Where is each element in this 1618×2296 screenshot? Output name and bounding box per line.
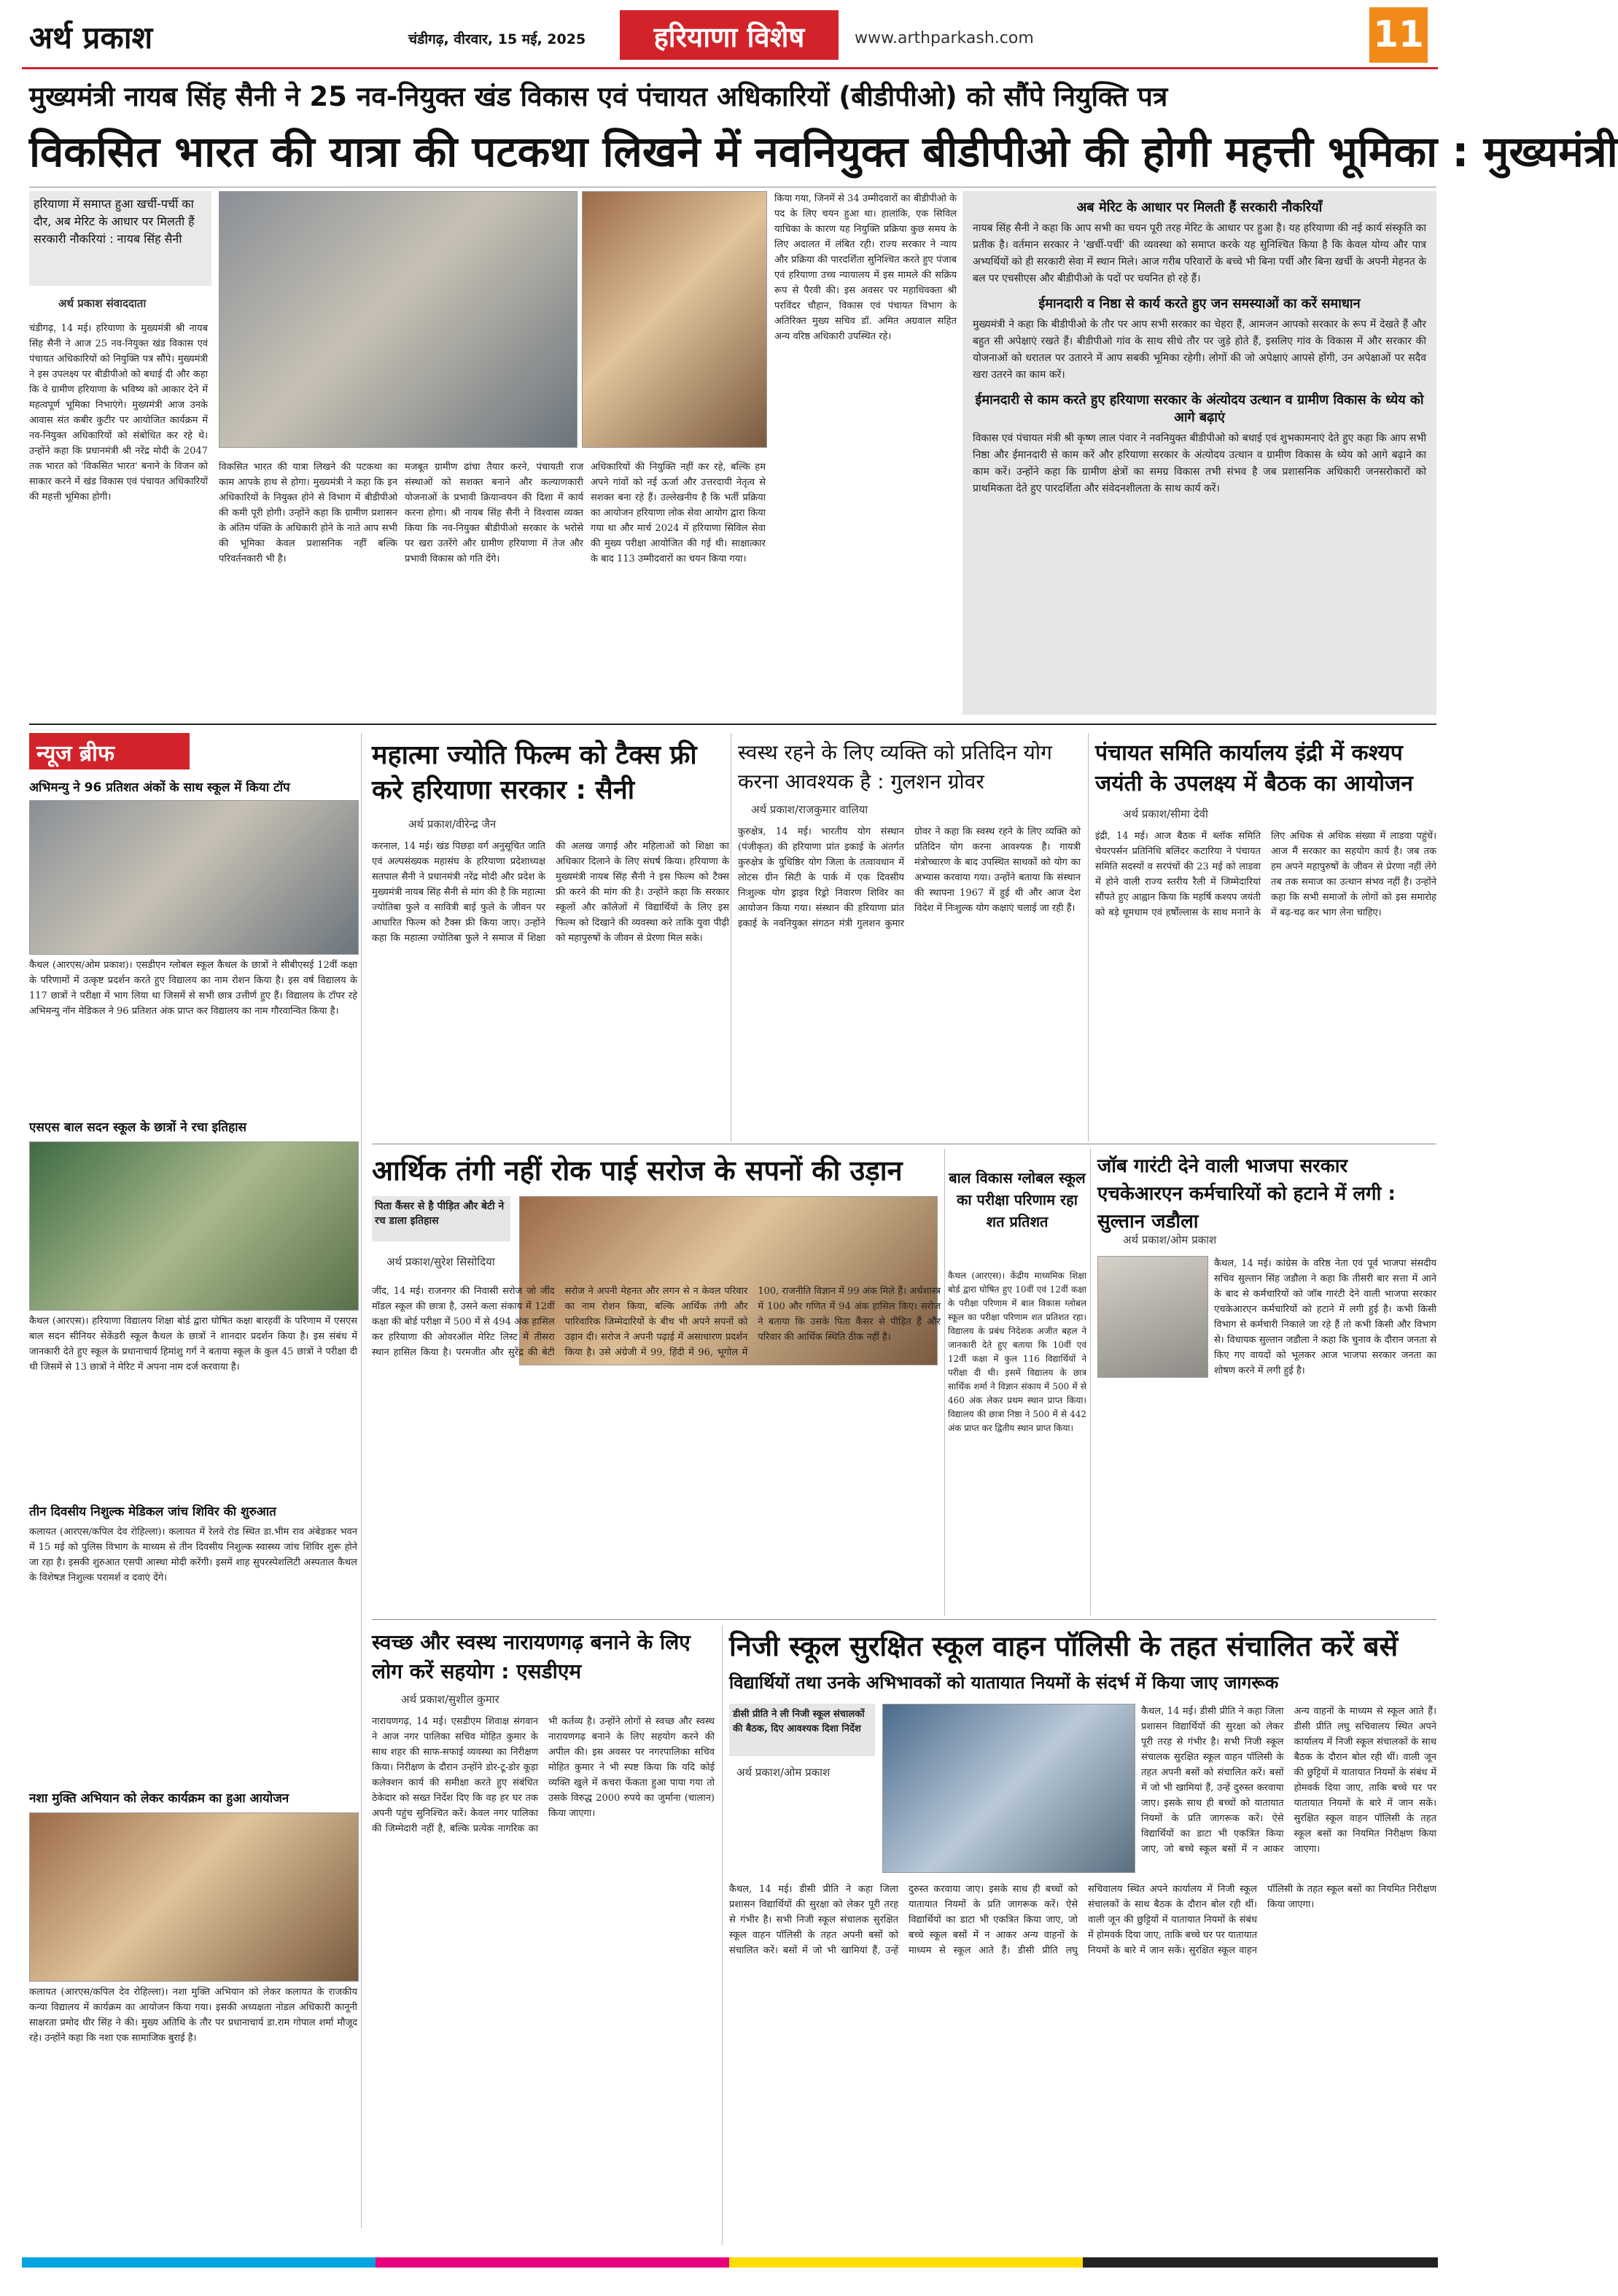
lead-body-col3: मजबूत ग्रामीण ढांचा तैयार करने, पंचायती राज संस्थाओं को सशक्त बनाने और कल्याणकारी योजनाओं के प्रभावी क्रियान्वयन की दिशा में कार्य करना होगा। श्री नायब सिंह सैनी ने विश्वास व्यक्त किया कि नव-नियुक्त बीडीपीओ सरकार के भरोसे पर खरा उतरेंगे और ग्रामीण हरियाणा में तेज और प्रभावी विकास को गति देंगे। (405, 462, 583, 565)
brief-1-headline: अभिमन्यु ने 96 प्रतिशत अंकों के साथ स्कूल में किया टॉप (29, 780, 290, 795)
balvikas-headline: बाल विकास ग्लोबल स्कूल का परीक्षा परिणाम रहा शत प्रतिशत (949, 1169, 1086, 1230)
news-brief-column (29, 733, 362, 2228)
balvikas-body: कैथल (आरएस)। केंद्रीय माध्यमिक शिक्षा बोर्ड द्वारा घोषित हुए 10वीं एवं 12वीं कक्षा के परीक्षा परिणाम में बाल विकास ग्लोबल स्कूल का परीक्षा परिणाम शत प्रतिशत रहा। विद्यालय के प्रबंध निदेशक अजीत बहल ने जानकारी देते हुए बताया कि 10वीं एवं 12वीं कक्षा में कुल 116 विद्यार्थियों ने परीक्षा दी थी। इसमें विद्यालय के छात्र सार्थिक शर्मा ने विज्ञान संकाय में 500 में से 460 अंक लेकर प्रथम स्थान प्राप्त किया। विद्यालय की छात्रा निष्ठा ने 500 में से 442 अंक प्राप्त कर द्वितीय स्थान प्राप्त किया। (948, 1271, 1086, 1433)
film-byline: अर्थ प्रकाश/वीरेन्द्र जैन (408, 818, 497, 831)
lead-byline: अर्थ प्रकाश संवाददाता (58, 297, 147, 310)
lead-summary-box (29, 191, 211, 286)
dc-meeting-photo (882, 1704, 1135, 1873)
yoga-body: कुरुक्षेत्र, 14 मई। भारतीय योग संस्थान (पंजीकृत) की हरियाणा प्रांत इकाई के अंतर्गत कुरुक्षेत्र के युधिष्ठिर योग जिला के तत्वावधान में लोटस ग्रीन सिटी के पार्क में एक दिवसीय निःशुल्क योग ड्राइव रिड्रो निवारण शिविर का आयोजन किया गया। संस्थान की हरियाणा प्रांत इकाई के नवनियुक्त संगठन मंत्री गुलशन कुमार ग्रोवर ने कहा कि स्वस्थ रहने के लिए व्यक्ति को प्रतिदिन योग करना आवश्यक है। गायत्री मंत्रोच्चारण के बाद उपस्थित साधकों को योग का अभ्यास करवाया गया। उन्होंने बताया कि संस्थान की स्थापना 1967 में हुई थी और आज देश विदेश में निःशुल्क योग कक्षाएं चलाई जा रही हैं। (738, 826, 1081, 929)
kashyap-body: इंद्री, 14 मई। आज बैठक में ब्लॉक समिति चेयरपर्सन प्रतिनिधि बलिंदर कटारिया ने पंचायत समिति सदस्यों व सरपंचों की 23 मई को लाडवा में होने वाली राज्य स्तरीय रैली में जिम्मेदारियां सौंपते हुए आह्वान किया कि महर्षि कश्यप जयंती को बड़े धूमधाम एवं हर्षोल्लास के साथ मनाने के लिए अधिक से अधिक संख्या में लाडवा पहुंचें। आज मैं सरकार का सहयोग कार्य है। जब तक हम अपने महापुरुषों के जीवन से प्रेरणा नहीं लेंगे तब तक समाज का उत्थान संभव नहीं है। उन्होंने कहा कि सभी समाजों के लोगों को इस समारोह में बढ़-चढ़ कर भाग लेना चाहिए। (1095, 831, 1436, 918)
divider-saroj-balvikas (944, 1149, 945, 1616)
brief-2-headline: एसएस बाल सदन स्कूल के छात्रों ने रचा इतिहास (29, 1120, 247, 1135)
lead-body-col4: अधिकारियों की नियुक्ति नहीं कर रहे, बल्कि हम अपने गांवों को नई ऊर्जा और उत्तरदायी नेतृत्व से सशक्त बना रहे हैं। उल्लेखनीय है कि भर्ती प्रक्रिया का आयोजन हरियाणा लोक सेवा आयोग द्वारा किया गया था और मार्च 2024 में हरियाणा सिविल सेवा की मुख्य परीक्षा आयोजित की गई थी। साक्षात्कार के बाद 113 उम्मीदवारों का चयन किया गया। (591, 462, 766, 565)
brief-2-photo (29, 1141, 359, 1311)
color-bar-yellow (729, 2257, 1083, 2268)
lead-body-col5: किया गया, जिनमें से 34 उम्मीदवारों का बीडीपीओ के पद के लिए चयन हुआ था। हालांकि, एक सिविल याचिका के कारण यह नियुक्ति प्रक्रिया कुछ समय के लिए अदालत में लंबित रही। राज्य सरकार ने न्याय और प्रक्रिया की पारदर्शिता सुनिश्चित करते हुए पंजाब एवं हरियाणा उच्च न्यायालय में इस मामले की सक्रिय रूप से पैरवी की। इस अवसर पर महाधिवक्ता श्री परविंदर चौहान, विकास एवं पंचायत विभाग के अतिरिक्त मुख्य सचिव डॉ. अमित अग्रवाल सहित अन्य वरिष्ठ अधिकारी उपस्थित रहे। (774, 193, 957, 342)
yoga-byline: अर्थ प्रकाश/राजकुमार वालिया (751, 803, 868, 816)
page-number-badge (1369, 7, 1428, 63)
bus-headline: निजी स्कूल सुरक्षित स्कूल वाहन पॉलिसी के तहत संचालित करें बसें (729, 1630, 1399, 1662)
sultan-jadaula-photo (1097, 1256, 1208, 1378)
bus-kicker-box (729, 1704, 875, 1756)
masthead (0, 0, 1460, 70)
lead-summary: हरियाणा में समाप्त हुआ खर्ची-पर्ची का दौर, अब मेरिट के आधार पर मिलती हैं सरकारी नौकरियां : नायब सिंह सैनी (34, 197, 195, 246)
masthead-rule (22, 67, 1438, 69)
film-headline: महात्मा ज्योति फिल्म को टैक्स फ्री करे हरियाणा सरकार : सैनी (372, 740, 697, 805)
middle-rule-2 (372, 1619, 1436, 1620)
brief-4-photo (29, 1812, 359, 1982)
bus-kicker: डीसी प्रीति ने ली निजी स्कूल संचालकों की बैठक, दिए आवश्यक दिशा निर्देश (733, 1709, 865, 1734)
lead-body-left: चंडीगढ़, 14 मई। हरियाणा के मुख्यमंत्री श्री नायब सिंह सैनी ने आज 25 नव-नियुक्त खंड विकास एवं पंचायत अधिकारियों को नियुक्ति पत्र सौंपे। मुख्यमंत्री ने इस उपलक्ष्य पर बीडीपीओ को बधाई दी और कहा कि वे ग्रामीण हरियाणा के भविष्य को आकार देने में महत्वपूर्ण भूमिका निभाएंगे। मुख्यमंत्री आज उनके आवास संत कबीर कुटीर पर आयोजित कार्यक्रम में नव-नियुक्त अधिकारियों को संबोधित कर रहे थे। उन्होंने कहा कि प्रधानमंत्री श्री नरेंद्र मोदी के 2047 तक भारत को 'विकसित भारत' बनाने के विजन को साकार करने में खंड विकास एवं पंचायत अधिकारियों की महत्ती भूमिका होगी। (29, 323, 208, 503)
color-bar-magenta (376, 2257, 729, 2268)
brief-1-photo (29, 800, 359, 955)
kashyap-headline: पंचायत समिति कार्यालय इंद्री में कश्यप जयंती के उपलक्ष्य में बैठक का आयोजन (1095, 740, 1413, 796)
bdpo-group-photo (219, 191, 577, 448)
saroj-byline: अर्थ प्रकाश/सुरेश सिसोदिया (386, 1255, 495, 1268)
yoga-headline: स्वस्थ रहने के लिए व्यक्ति को प्रतिदिन योग करना आवश्यक है : गुलशन ग्रोवर (738, 740, 1052, 794)
saroj-body: जींद, 14 मई। राजनगर की निवासी सरोज जो जींद मॉडल स्कूल की छात्रा है, उसने कला संकाय में 12वीं कक्षा की बोर्ड परीक्षा में 500 में से 494 अंक हासिल कर हरियाणा की ओवरऑल मेरिट लिस्ट में तीसरा स्थान हासिल किया है। परमजीत और सुरेंद्र की बेटी सरोज ने अपनी मेहनत और लगन से न केवल परिवार का नाम रोशन किया, बल्कि आर्थिक तंगी और पारिवारिक जिम्मेदारियों के बीच भी अपने सपनों को उड़ान दी। सरोज ने अपनी पढ़ाई में असाधारण प्रदर्शन किया है। उसे अंग्रेजी में 99, हिंदी में 96, भूगोल में 100, राजनीति विज्ञान में 99 अंक मिले हैं। अर्थशास्त्र में 100 और गणित में 94 अंक हासिल किए। सरोज ने बताया कि उसके पिता कैंसर से पीड़ित हैं और परिवार की आर्थिक स्थिति ठीक नहीं है। (372, 1286, 941, 1358)
section-banner (620, 10, 839, 60)
box-text-antyodaya: विकास एवं पंचायत मंत्री श्री कृष्ण लाल पंवार ने नवनियुक्त बीडीपीओ को बधाई एवं शुभकामनाएं देते हुए कहा कि आप सभी निष्ठा और ईमानदारी से काम करें और हरियाणा सरकार के अंत्योदय उत्थान व ग्रामीण विकास के ध्येय को आगे बढ़ाने का काम करें। उन्होंने कहा कि ग्रामीण क्षेत्रों का समग्र विकास तभी संभव है जब प्रशासनिक अधिकारी जनसरोकारों को प्राथमिकता देते हुए पारदर्शिता और संवेदनशीलता के साथ कार्य करें। (973, 433, 1426, 495)
lead-headline: विकसित भारत की यात्रा की पटकथा लिखने में नवनियुक्त बीडीपीओ की होगी महत्ती भूमिका : मुख्यमंत्री (29, 127, 1618, 177)
jobs-body: कैथल, 14 मई। कांग्रेस के वरिष्ठ नेता एवं पूर्व भाजपा संसदीय सचिव सुल्तान सिंह जडौला ने कहा कि तीसरी बार सत्ता में आने के बाद से कर्मचारियों को जॉब गारंटी देने वाली भाजपा सरकार एचकेआरएन कर्मचारियों को हटाने में लगी हुई है। कभी किसी विभाग से कर्मचारी निकाले जा रहे हैं तो कभी किसी और विभाग से। विधायक सुल्तान जडौला ने कहा कि चुनाव के दौरान जनता से किए गए वायदों को भूलकर आज भाजपा सरकार जनता का शोषण करने में लगी हुई है। (1214, 1258, 1436, 1376)
bus-byline: अर्थ प्रकाश/ओम प्रकाश (736, 1766, 831, 1779)
box-heading-merit: अब मेरिट के आधार पर मिलती हैं सरकारी नौकरियाँ (1076, 200, 1323, 215)
lead-bottom-rule (29, 724, 1436, 725)
jobs-byline: अर्थ प्रकाश/ओम प्रकाश (1123, 1233, 1217, 1246)
lead-body-col2: विकसित भारत की यात्रा लिखने की पटकथा का काम आपके हाथ से होगा। मुख्यमंत्री ने कहा कि इन अधिकारियों के नियुक्त होने से विभाग में बीडीपीओ की कमी पूरी होगी। उन्होंने कहा कि ग्रामीण प्रशासन के अंतिम पंक्ति के अधिकारी होने के नाते आप सभी की भूमिका केवल प्रशासनिक नहीं बल्कि परिवर्तनकारी भी है। (219, 462, 397, 565)
lead-highlight-box (962, 191, 1436, 715)
news-brief-label-box (29, 733, 190, 769)
bus-body: कैथल, 14 मई। डीसी प्रीति ने कहा जिला प्रशासन विद्यार्थियों की सुरक्षा को लेकर पूरी तरह से गंभीर है। सभी निजी स्कूल संचालक सुरक्षित स्कूल वाहन पॉलिसी के तहत अपनी बसों को संचालित करें। बसों में जो भी खामियां हैं, उन्हें दुरुस्त करवाया जाए। इसके साथ ही बच्चों को यातायात नियमों के प्रति जागरूक करें। ऐसे विद्यार्थियों का डाटा भी एकत्रित किया जाए, जो बच्चे स्कूल बसों में न आकर अन्य वाहनों के माध्यम से स्कूल आते हैं। डीसी प्रीति लघु सचिवालय स्थित अपने कार्यालय में निजी स्कूल संचालकों के साथ बैठक के दौरान बोल रही थीं। वाली जून की छुट्टियों में यातायात नियमों के संबंध में होमवर्क दिया जाए, ताकि बच्चे घर पर यातायात नियमों के बारे में जान सकें। सुरक्षित स्कूल वाहन पॉलिसी के तहत स्कूल बसों का नियमित निरीक्षण किया जाएगा। (729, 1884, 1436, 1956)
swachh-byline: अर्थ प्रकाश/सुशील कुमार (401, 1693, 499, 1706)
registration-strip (22, 2257, 1438, 2268)
box-heading-antyodaya: ईमानदारी से काम करते हुए हरियाणा सरकार के अंत्योदय उत्थान व ग्रामीण विकास के ध्येय को आगे बढ़ाएं (975, 392, 1424, 425)
kashyap-byline: अर्थ प्रकाश/सीमा देवी (1123, 807, 1208, 821)
saroj-kicker-box (372, 1196, 510, 1241)
color-bar-black (1083, 2257, 1438, 2268)
news-brief-label: न्यूज ब्रीफ (36, 741, 114, 767)
brief-3-headline: तीन दिवसीय निशुल्क मेडिकल जांच शिविर की शुरुआत (29, 1505, 276, 1519)
saroj-headline: आर्थिक तंगी नहीं रोक पाई सरोज के सपनों की उड़ान (372, 1155, 903, 1187)
lead-kicker: मुख्यमंत्री नायब सिंह सैनी ने 25 नव-नियुक्त खंड विकास एवं पंचायत अधिकारियों (बीडीपीओ) को सौंपे नियुक्ति पत्र (29, 81, 1168, 112)
bus-body-right: कैथल, 14 मई। डीसी प्रीति ने कहा जिला प्रशासन विद्यार्थियों की सुरक्षा को लेकर पूरी तरह से गंभीर है। सभी निजी स्कूल संचालक सुरक्षित स्कूल वाहन पॉलिसी के तहत अपनी बसों को संचालित करें। बसों में जो भी खामियां हैं, उन्हें दुरुस्त करवाया जाए। इसके साथ ही बच्चों को यातायात नियमों के प्रति जागरूक करें। ऐसे विद्यार्थियों का डाटा भी एकत्रित किया जाए, जो बच्चे स्कूल बसों में न आकर अन्य वाहनों के माध्यम से स्कूल आते हैं। डीसी प्रीति लघु सचिवालय स्थित अपने कार्यालय में निजी स्कूल संचालकों के साथ बैठक के दौरान बोल रही थीं। वाली जून की छुट्टियों में यातायात नियमों के संबंध में होमवर्क दिया जाए, ताकि बच्चे घर पर यातायात नियमों के बारे में जान सकें। सुरक्षित स्कूल वाहन पॉलिसी के तहत स्कूल बसों का नियमित निरीक्षण किया जाएगा। (1141, 1706, 1436, 1855)
box-heading-honesty: ईमानदारी व निष्ठा से कार्य करते हुए जन समस्याओं का करें समाधान (1038, 296, 1361, 311)
swachh-body: नारायणगढ़, 14 मई। एसडीएम शिवाक्ष संगवान ने आज नगर पालिका सचिव मोहित कुमार के साथ शहर की साफ-सफाई व्यवस्था का निरीक्षण किया। निरीक्षण के दौरान उन्होंने डोर-टू-डोर कूड़ा कलेक्शन कार्य की समीक्षा करते हुए संबंधित ठेकेदार को सख्त निर्देश दिए कि वह हर घर तक अपनी पहुंच सुनिश्चित करें। केवल नगर पालिका की जिम्मेदारी नहीं है, बल्कि प्रत्येक नागरिक का भी कर्तव्य है। उन्होंने लोगों से स्वच्छ और स्वस्थ नारायणगढ़ बनाने के लिए सहयोग करने की अपील की। इस अवसर पर नगरपालिका सचिव मोहित कुमार ने भी स्पष्ट किया कि यदि कोई व्यक्ति खुले में कचरा फेंकता हुआ पाया गया तो उसके विरुद्ध 2000 रुपये का जुर्माना (चालान) किया जाएगा। (372, 1716, 715, 1834)
jobs-headline: जॉब गारंटी देने वाली भाजपा सरकार एचकेआरएन कर्मचारियों को हटाने में लगी : सुल्तान जडौला (1097, 1155, 1396, 1233)
box-text-merit: नायब सिंह सैनी ने कहा कि आप सभी का चयन पूरी तरह मेरिट के आधार पर हुआ है। यह हरियाणा की नई कार्य संस्कृति का प्रतीक है। वर्तमान सरकार ने 'खर्ची-पर्ची' की व्यवस्था को समाप्त करके यह सुनिश्चित किया है कि केवल योग्य और पात्र अभ्यर्थियों को ही सरकारी सेवा में स्थान मिले। आज गरीब परिवारों के बच्चे भी बिना पर्ची और बिना खर्ची के अपनी मेहनत के बल पर एचसीएस और बीडीपीओ के पदों पर चयनित हो रहे हैं। (973, 222, 1426, 284)
website: www.arthparkash.com (855, 29, 1034, 47)
brief-1-body: कैथल (आरएस/ओम प्रकाश)। एसडीएन ग्लोबल स्कूल कैथल के छात्रों ने सीबीएसई 12वीं कक्षा के परिणामों में उत्कृष्ट प्रदर्शन करते हुए विद्यालय का नाम रोशन किया है। इस वर्ष विद्यालय के 117 छात्रों ने परीक्षा में भाग लिया था जिसमें से सभी छात्र उत्तीर्ण हुए हैं। विद्यालय के टॉपर रहे अभिमन्यु नॉन मेडिकल ने 96 प्रतिशत अंक प्राप्त कर विद्यालय का नाम गौरवान्वित किया है। (29, 960, 357, 1017)
brief-4-headline: नशा मुक्ति अभियान को लेकर कार्यक्रम का हुआ आयोजन (29, 1791, 289, 1806)
paper-name: अर्थ प्रकाश (29, 20, 153, 55)
swachh-headline: स्वच्छ और स्वस्थ नारायणगढ़ बनाने के लिए लोग करें सहयोग : एसडीएम (372, 1630, 691, 1683)
saroj-kicker: पिता कैंसर से है पीड़ित और बेटी ने रच डाला इतिहास (375, 1201, 505, 1227)
divider-swachh-bus (722, 1625, 723, 2245)
box-text-honesty: मुख्यमंत्री ने कहा कि बीडीपीओ के तौर पर आप सभी सरकार का चेहरा हैं, आमजन आपको सरकार के रूप में देखते हैं और बहुत सी अपेक्षाएं रखते हैं। बीडीपीओ गांव के साथ सीधे तौर पर जुड़े होते हैं, इसलिए गांव के विकास में और सरकार की योजनाओं को धरातल पर उतारने में आप सबकी भूमिका रहेगी। लोगों की जो अपेक्षाएं आपसे होंगी, उन अपेक्षाओं पर सदैव खरा उतरने का काम करें। (973, 319, 1426, 381)
brief-3-body: कलायत (आरएस/कपिल देव रोहिल्ला)। कलायत में रेलवे रोड स्थित डा.भीम राव अंबेडकर भवन में 15 मई को पुलिस विभाग के माध्यम से तीन दिवसीय निशुल्क स्वास्थ्य जांच शिविर शुरू होने जा रहा है। इसकी शुरुआत एसपी आस्था मोदी करेंगी। इसमें शाह सुपरस्पेशलिटी अस्पताल कैथल के विशेषज्ञ निशुल्क परामर्श व दवाएं देंगे। (29, 1527, 357, 1583)
dateline: चंडीगढ़, वीरवार, 15 मई, 2025 (408, 31, 586, 47)
cm-appointment-photo (582, 191, 767, 448)
section-title: हरियाणा विशेष (653, 21, 805, 53)
divider-yoga-kashyap (1088, 733, 1089, 1141)
brief-4-body: कलायत (आरएस/कपिल देव रोहिल्ला)। नशा मुक्ति अभियान को लेकर कलायत के राजकीय कन्या विद्यालय में कार्यक्रम का आयोजन किया गया। इसकी अध्यक्षता नोडल अधिकारी कानूनी साक्षरता प्रमोद धीर सिंह ने की। मुख्य अतिथि के तौर पर प्रधानाचार्य डा.राम गोपाल शर्मा मौजूद रहे। उन्होंने कहा कि नशा एक सामाजिक बुराई है। (29, 1987, 357, 2044)
bus-subhead: विद्यार्थियों तथा उनके अभिभावकों को यातायात नियमों के संदर्भ में किया जाए जागरूक (729, 1672, 1279, 1693)
page-number: 11 (1373, 13, 1424, 55)
brief-2-body: कैथल (आरएस)। हरियाणा विद्यालय शिक्षा बोर्ड द्वारा घोषित कक्षा बारहवीं के परिणाम में एसएस बाल सदन सीनियर सेकेंडरी स्कूल कैथल के छात्रों ने शानदार प्रदर्शन किया है। इस संबंध में जानकारी देते हुए स्कूल के प्रधानाचार्य हिमांशु गर्ग ने बताया स्कूल के कुल 45 छात्रों ने परीक्षा दी थी जिसमें से 13 छात्रों ने मेरिट में अपना नाम दर्ज करवाया है। (29, 1316, 357, 1373)
film-body: करनाल, 14 मई। खंड पिछड़ा वर्ग अनुसूचित जाति एवं अल्पसंख्यक महासंघ के हरियाणा प्रदेशाध्यक्ष सतपाल सैनी ने प्रधानमंत्री नरेंद्र मोदी और प्रदेश के मुख्यमंत्री नायब सिंह सैनी से मांग की है कि महात्मा ज्योतिबा फुले व सावित्री बाई फुले के जीवन पर आधारित फिल्म को टैक्स फ्री किया जाए। उन्होंने कहा कि महात्मा ज्योतिबा फुले ने समाज में शिक्षा की अलख जगाई और महिलाओं को शिक्षा का अधिकार दिलाने के लिए संघर्ष किया। हरियाणा के मुख्यमंत्री नायब सिंह सैनी ने इस फिल्म को टैक्स फ्री करने की मांग की है। उन्होंने कहा कि सरकार स्कूलों और कॉलेजों में विद्यार्थियों के लिए इस फिल्म को दिखाने की व्यवस्था करे ताकि युवा पीढ़ी को महापुरुषों के जीवन से प्रेरणा मिल सके। (372, 841, 729, 944)
color-bar-cyan (22, 2257, 376, 2268)
divider-balvikas-jobs (1090, 1149, 1091, 1616)
